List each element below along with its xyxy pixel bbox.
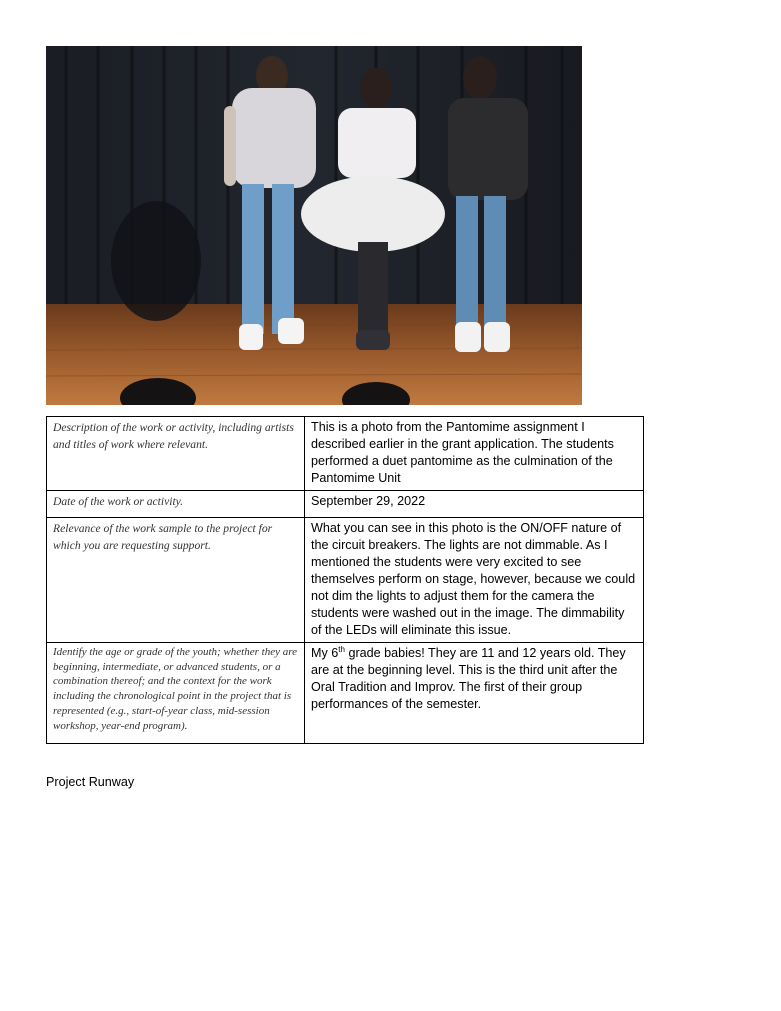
date-question: Date of the work or activity. xyxy=(47,491,305,518)
age-grade-answer xyxy=(305,643,644,744)
table-row xyxy=(47,491,644,518)
relevance-question: Relevance of the work sample to the project for which you are requesting support. xyxy=(47,518,305,643)
date-answer: September 29, 2022 xyxy=(305,491,644,518)
ordinal-suffix: th xyxy=(338,644,345,654)
footer-text: Project Runway xyxy=(46,775,135,789)
age-grade-question: Identify the age or grade of the youth; whether they are beginning, intermediate, or advanced students, or a combination thereof; and the context for the work including the chronological point in the project that is represented (e.g., start-of-year class, mid-session workshop, year-end program). xyxy=(47,643,305,744)
table-row xyxy=(47,518,644,643)
description-answer: This is a photo from the Pantomime assignment I described earlier in the grant application. The students performed a duet pantomime as the culmination of the Pantomime Unit xyxy=(305,417,644,491)
work-sample-table xyxy=(46,416,644,744)
answer-text-start: My 6 xyxy=(311,646,339,660)
relevance-answer: What you can see in this photo is the ON/OFF nature of the circuit breakers. The lights are not dimmable. As I mentioned the students were very excited to see themselves perform on stage, however, because we could not dim the lights to adjust them for the camera the students were washed out in the image. The dimmability of the LEDs will eliminate this issue. xyxy=(305,518,644,643)
table-row xyxy=(47,417,644,491)
table-row xyxy=(47,643,644,744)
stage-photo xyxy=(46,46,582,405)
answer-text-rest: grade babies! They are 11 and 12 years old. They are at the beginning level. This is the third unit after the Oral Tradition and Improv. The first of their group performances of the semester. xyxy=(311,646,626,711)
description-question: Description of the work or activity, including artists and titles of work where relevant. xyxy=(47,417,305,491)
